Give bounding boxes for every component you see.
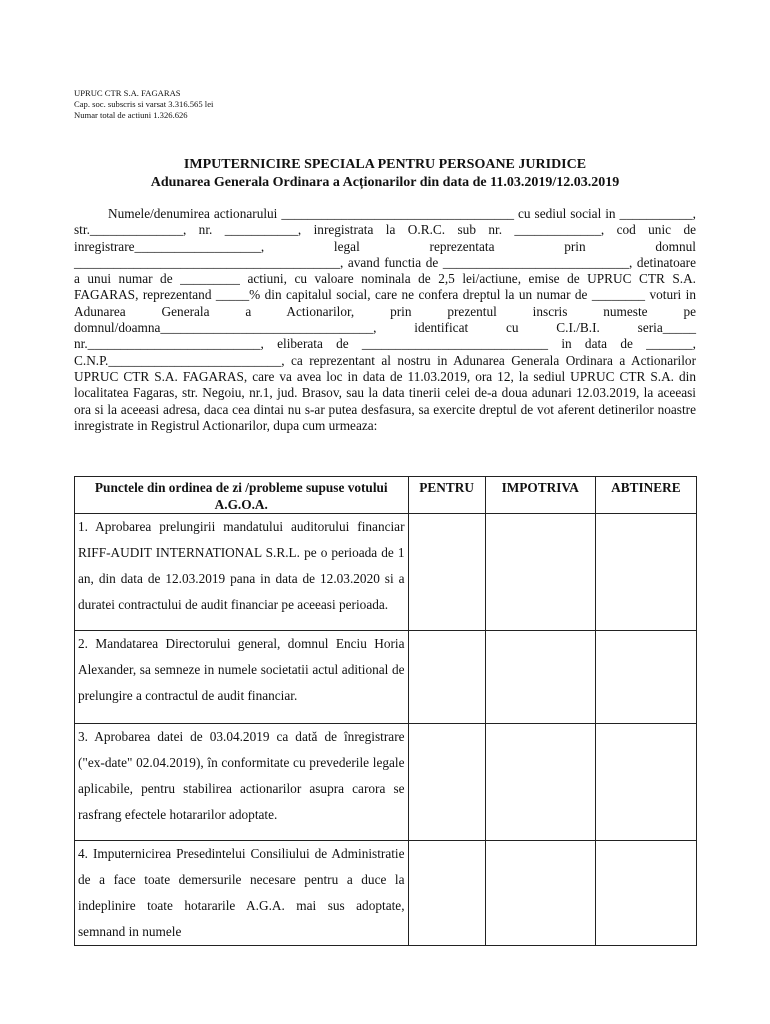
table-row <box>75 841 697 946</box>
vote-abstain-cell[interactable] <box>595 631 696 724</box>
table-row <box>75 631 697 724</box>
table-row <box>75 514 697 631</box>
header-abstain: ABTINERE <box>595 477 696 514</box>
table-row <box>75 724 697 841</box>
document-title: IMPUTERNICIRE SPECIALA PENTRU PERSOANE JURIDICE <box>183 157 587 172</box>
company-shares: Numar total de actiuni 1.326.626 <box>74 110 188 120</box>
agenda-item-1: 1. Aprobarea prelungirii mandatului auditorului financiar RIFF-AUDIT INTERNATIONAL S.R.L. pe o perioada de 1 an, din data de 12.03.2019 pana in data de 12.03.2020 si a duratei contractului de audit financiar pe aceeasi perioada. <box>75 514 409 631</box>
company-header <box>74 88 213 121</box>
agenda-item-4: 4. Imputernicirea Presedintelui Consiliului de Administratie de a face toate demersurile necesare pentru a duce la indeplinire toate hotararile A.G.A. mai sus adoptate, semnand in numele <box>75 841 409 946</box>
header-against: IMPOTRIVA <box>485 477 595 514</box>
document-subtitle: Adunarea Generala Ordinara a Acționarilor din data de 11.03.2019/12.03.2019 <box>150 175 620 190</box>
header-for: PENTRU <box>408 477 485 514</box>
vote-against-cell[interactable] <box>485 724 595 841</box>
vote-for-cell[interactable] <box>408 724 485 841</box>
vote-against-cell[interactable] <box>485 841 595 946</box>
vote-for-cell[interactable] <box>408 514 485 631</box>
agenda-item-3: 3. Aprobarea datei de 03.04.2019 ca dată de înregistrare ("ex-date" 02.04.2019), în conformitate cu prevederile legale aplicabile, pentru stabilirea actionarilor asupra carora se rasfrang efectele hotararilor adoptate. <box>75 724 409 841</box>
header-agenda-items: Punctele din ordinea de zi /probleme supuse votului A.G.O.A. <box>75 477 409 514</box>
vote-abstain-cell[interactable] <box>595 724 696 841</box>
vote-for-cell[interactable] <box>408 631 485 724</box>
vote-abstain-cell[interactable] <box>595 514 696 631</box>
vote-for-cell[interactable] <box>408 841 485 946</box>
agenda-item-2: 2. Mandatarea Directorului general, domnul Enciu Horia Alexander, sa semneze in numele societatii actul aditional de prelungire a contractul de audit financiar. <box>75 631 409 724</box>
vote-against-cell[interactable] <box>485 514 595 631</box>
table-header-row <box>75 477 697 514</box>
title-block <box>74 156 696 192</box>
company-capital: Cap. soc. subscris si varsat 3.316.565 lei <box>74 99 214 109</box>
proxy-body <box>74 206 696 434</box>
voting-table <box>74 476 697 946</box>
proxy-paragraph: Numele/denumirea actionarului ___________________________________ cu sediul social in ___________, str.______________, nr. ___________, inregistrata la O.R.C. sub nr. _____________, cod unic de inregistrare___________________, legal reprezentata prin domnul ________________________________________, avand functia de ____________________________, detinatoare a unui numar de _________ actiuni, cu valoare nominala de 2,5 lei/actiune, emise de UPRUC CTR S.A. FAGARAS, reprezentand _____% din capitalul social, care ne confera dreptul la un numar de ________ voturi in Adunarea Generala a Actionarilor, prin prezentul inscris numeste pe domnul/doamna________________________________, identificat cu C.I./B.I. seria_____ nr.__________________________, eliberata de ____________________________ in data de _______, C.N.P.__________________________, ca reprezentant al nostru in Adunarea Generala Ordinara a Actionarilor UPRUC CTR S.A. FAGARAS, care va avea loc in data de 11.03.2019, ora 12, la sediul UPRUC CTR S.A. din localitatea Fagaras, str. Negoiu, nr.1, jud. Brasov, sau la data tinerii celei de-a doua adunari 12.03.2019, la aceeasi ora si la aceeasi adresa, daca cea dintai nu s-ar putea desfasura, sa exercite dreptul de vot aferent detinerilor noastre inregistrate in Registrul Actionarilor, dupa cum urmeaza: <box>74 206 696 433</box>
vote-abstain-cell[interactable] <box>595 841 696 946</box>
vote-against-cell[interactable] <box>485 631 595 724</box>
company-name: UPRUC CTR S.A. FAGARAS <box>74 88 181 98</box>
